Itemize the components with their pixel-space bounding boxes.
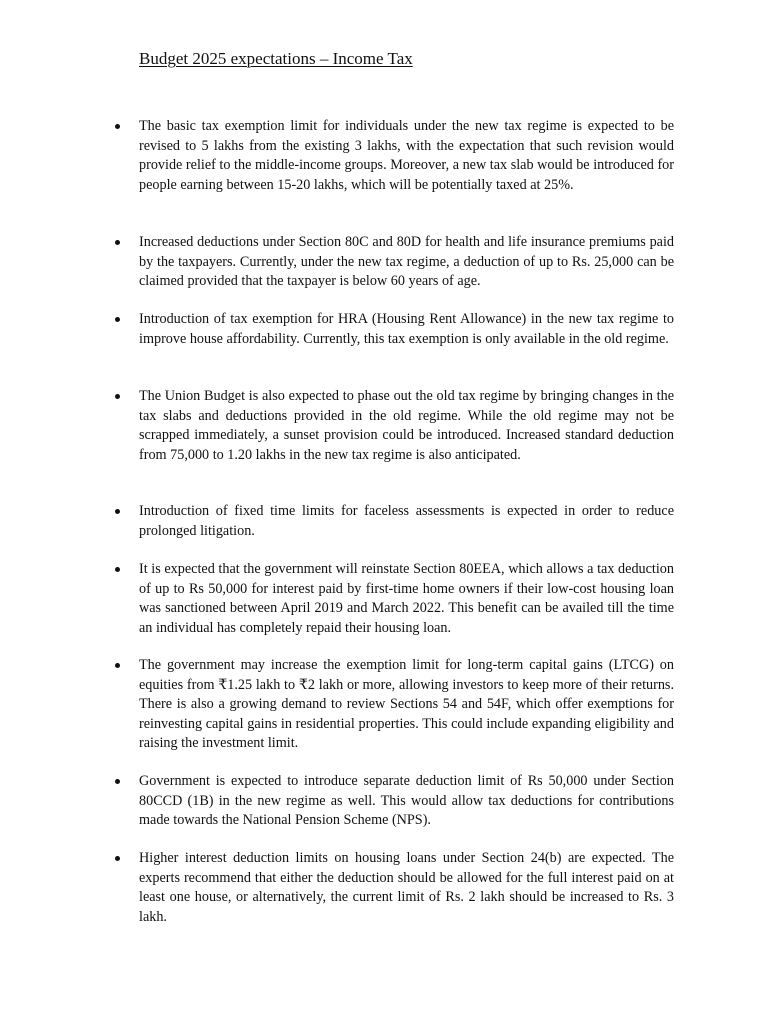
bullet-item xyxy=(139,772,674,831)
bullet-item xyxy=(139,233,674,292)
bullet-text: Introduction of fixed time limits for faceless assessments is expected in order to reduce prolonged litigation. xyxy=(139,503,674,539)
bullet-text: Government is expected to introduce separate deduction limit of Rs 50,000 under Section 80CCD (1B) in the new regime as well. This would allow tax deductions for contributions made towards the National Pension Scheme (NPS). xyxy=(139,773,674,828)
bullet-item xyxy=(139,387,674,465)
bullet-text: The Union Budget is also expected to phase out the old tax regime by bringing changes in the tax slabs and deductions provided in the old regime. While the old regime may not be scrapped immediately, a sunset provision could be introduced. Increased standard deduction from 75,000 to 1.20 lakhs in the new tax regime is also anticipated. xyxy=(139,388,674,463)
bullet-item xyxy=(139,656,674,754)
bullet-text: Higher interest deduction limits on housing loans under Section 24(b) are expected. The experts recommend that either the deduction should be allowed for the full interest paid on at least one house, or alternatively, the current limit of Rs. 2 lakh should be increased to Rs. 3 lakh. xyxy=(139,850,674,925)
bullet-icon xyxy=(115,567,120,572)
bullet-item xyxy=(139,117,674,195)
bullet-item xyxy=(139,502,674,541)
bullet-text: The government may increase the exemption limit for long-term capital gains (LTCG) on equities from ₹1.25 lakh to ₹2 lakh or more, allowing investors to keep more of their returns. There is also a growing demand to review Sections 54 and 54F, which offer exemptions for reinvesting capital gains in residential properties. This could include expanding eligibility and raising the investment limit. xyxy=(139,657,674,751)
bullet-text: Introduction of tax exemption for HRA (Housing Rent Allowance) in the new tax regime to improve house affordability. Currently, this tax exemption is only available in the old regime. xyxy=(139,311,674,347)
bullet-icon xyxy=(115,856,120,861)
bullet-icon xyxy=(115,394,120,399)
bullet-text: It is expected that the government will reinstate Section 80EEA, which allows a tax deduction of up to Rs 50,000 for interest paid by first-time home owners if their low-cost housing loan was sanctioned between April 2019 and March 2022. This benefit can be availed till the time an individual has completely repaid their housing loan. xyxy=(139,561,674,636)
bullet-item xyxy=(139,310,674,349)
bullet-icon xyxy=(115,509,120,514)
bullet-item xyxy=(139,560,674,638)
bullet-icon xyxy=(115,779,120,784)
bullet-text: The basic tax exemption limit for individuals under the new tax regime is expected to be revised to 5 lakhs from the existing 3 lakhs, with the expectation that such revision would provide relief to the middle-income groups. Moreover, a new tax slab would be introduced for people earning between 15-20 lakhs, which will be potentially taxed at 25%. xyxy=(139,118,674,193)
document-title: Budget 2025 expectations – Income Tax xyxy=(139,49,413,68)
bullet-icon xyxy=(115,240,120,245)
bullet-icon xyxy=(115,663,120,668)
bullet-item xyxy=(139,849,674,927)
bullet-icon xyxy=(115,124,120,129)
bullet-icon xyxy=(115,317,120,322)
bullet-text: Increased deductions under Section 80C and 80D for health and life insurance premiums paid by the taxpayers. Currently, under the new tax regime, a deduction of up to Rs. 25,000 can be claimed provided that the taxpayer is below 60 years of age. xyxy=(139,234,674,289)
